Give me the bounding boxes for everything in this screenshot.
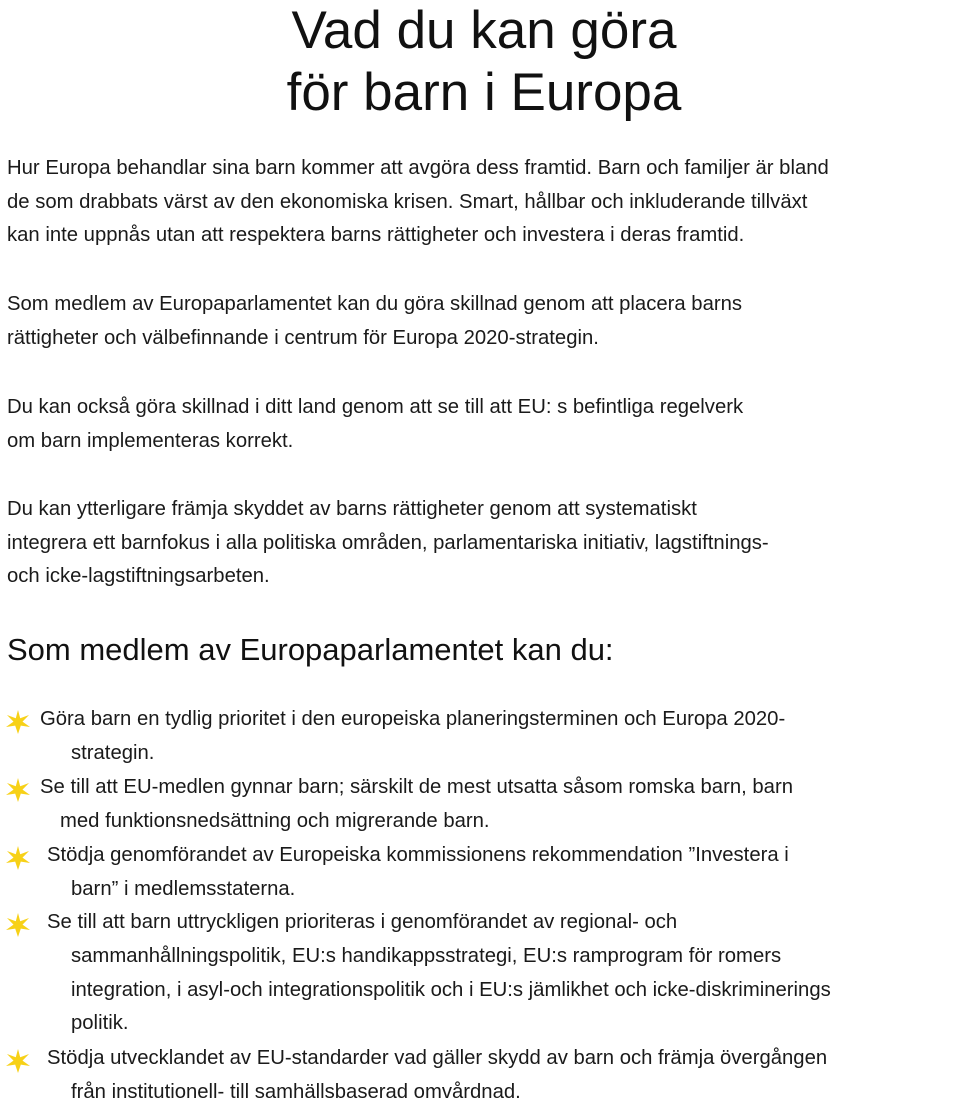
paragraph-line: integrera ett barnfokus i alla politiska områden, parlamentariska initiativ, lagstiftnings- bbox=[7, 531, 769, 554]
section-heading: Som medlem av Europaparlamentet kan du: bbox=[7, 632, 614, 667]
paragraph-line: Som medlem av Europaparlamentet kan du göra skillnad genom att placera barns bbox=[7, 293, 743, 315]
list-item-line: Göra barn en tydlig prioritet i den europeiska planeringsterminen och Europa 2020- bbox=[40, 708, 786, 730]
list-item bbox=[0, 771, 960, 839]
paragraph-line: och icke-lagstiftningsarbeten. bbox=[7, 565, 270, 588]
paragraph-line: rättigheter och välbefinnande i centrum för Europa 2020-strategin. bbox=[7, 326, 599, 349]
list-item-line: Stödja utvecklandet av EU-standarder vad gäller skydd av barn och främja övergången bbox=[47, 1047, 828, 1069]
list-item-line: Se till att barn uttryckligen prioriteras i genomförandet av regional- och bbox=[47, 911, 678, 933]
star-burst-icon bbox=[5, 709, 31, 735]
star-burst-icon bbox=[5, 912, 31, 938]
paragraph-line: kan inte uppnås utan att respektera barns rättigheter och investera i deras framtid. bbox=[7, 224, 745, 247]
page-title bbox=[0, 0, 960, 124]
list-item-line: från institutionell- till samhällsbaserad omvårdnad. bbox=[71, 1080, 521, 1103]
paragraph-line: Hur Europa behandlar sina barn kommer att avgöra dess framtid. Barn och familjer är bland bbox=[7, 157, 829, 179]
national-paragraph bbox=[7, 391, 957, 458]
page-title-line-2: för barn i Europa bbox=[286, 63, 682, 122]
paragraph-line: om barn implementeras korrekt. bbox=[7, 429, 294, 452]
star-burst-icon bbox=[5, 777, 31, 803]
paragraph-line: de som drabbats värst av den ekonomiska krisen. Smart, hållbar och inkluderande tillväxt bbox=[7, 190, 808, 213]
list-item-line: barn” i medlemsstaterna. bbox=[71, 877, 296, 900]
page-title-line-1: Vad du kan göra bbox=[291, 1, 677, 60]
list-item-line: Se till att EU-medlen gynnar barn; särskilt de mest utsatta såsom romska barn, barn bbox=[40, 776, 793, 798]
mainstreaming-paragraph bbox=[7, 493, 957, 594]
list-item-line: integration, i asyl-och integrationspolitik och i EU:s jämlikhet och icke-diskriminerings bbox=[71, 978, 831, 1001]
list-item bbox=[0, 703, 960, 771]
list-item-line: strategin. bbox=[71, 741, 155, 764]
paragraph-line: Du kan också göra skillnad i ditt land genom att se till att EU: s befintliga regelverk bbox=[7, 396, 744, 418]
list-item bbox=[0, 906, 960, 1041]
list-item-line: Stödja genomförandet av Europeiska kommissionens rekommendation ”Investera i bbox=[47, 844, 789, 866]
list-item bbox=[0, 1042, 960, 1110]
list-item bbox=[0, 839, 960, 907]
list-item-line: med funktionsnedsättning och migrerande barn. bbox=[60, 809, 490, 832]
intro-paragraph bbox=[7, 152, 957, 253]
star-burst-icon bbox=[5, 1048, 31, 1074]
mep-difference-paragraph bbox=[7, 288, 957, 355]
paragraph-line: Du kan ytterligare främja skyddet av barns rättigheter genom att systematiskt bbox=[7, 498, 697, 520]
star-burst-icon bbox=[5, 845, 31, 871]
list-item-line: politik. bbox=[71, 1012, 129, 1035]
list-item-line: sammanhållningspolitik, EU:s handikappsstrategi, EU:s ramprogram för romers bbox=[71, 944, 782, 967]
